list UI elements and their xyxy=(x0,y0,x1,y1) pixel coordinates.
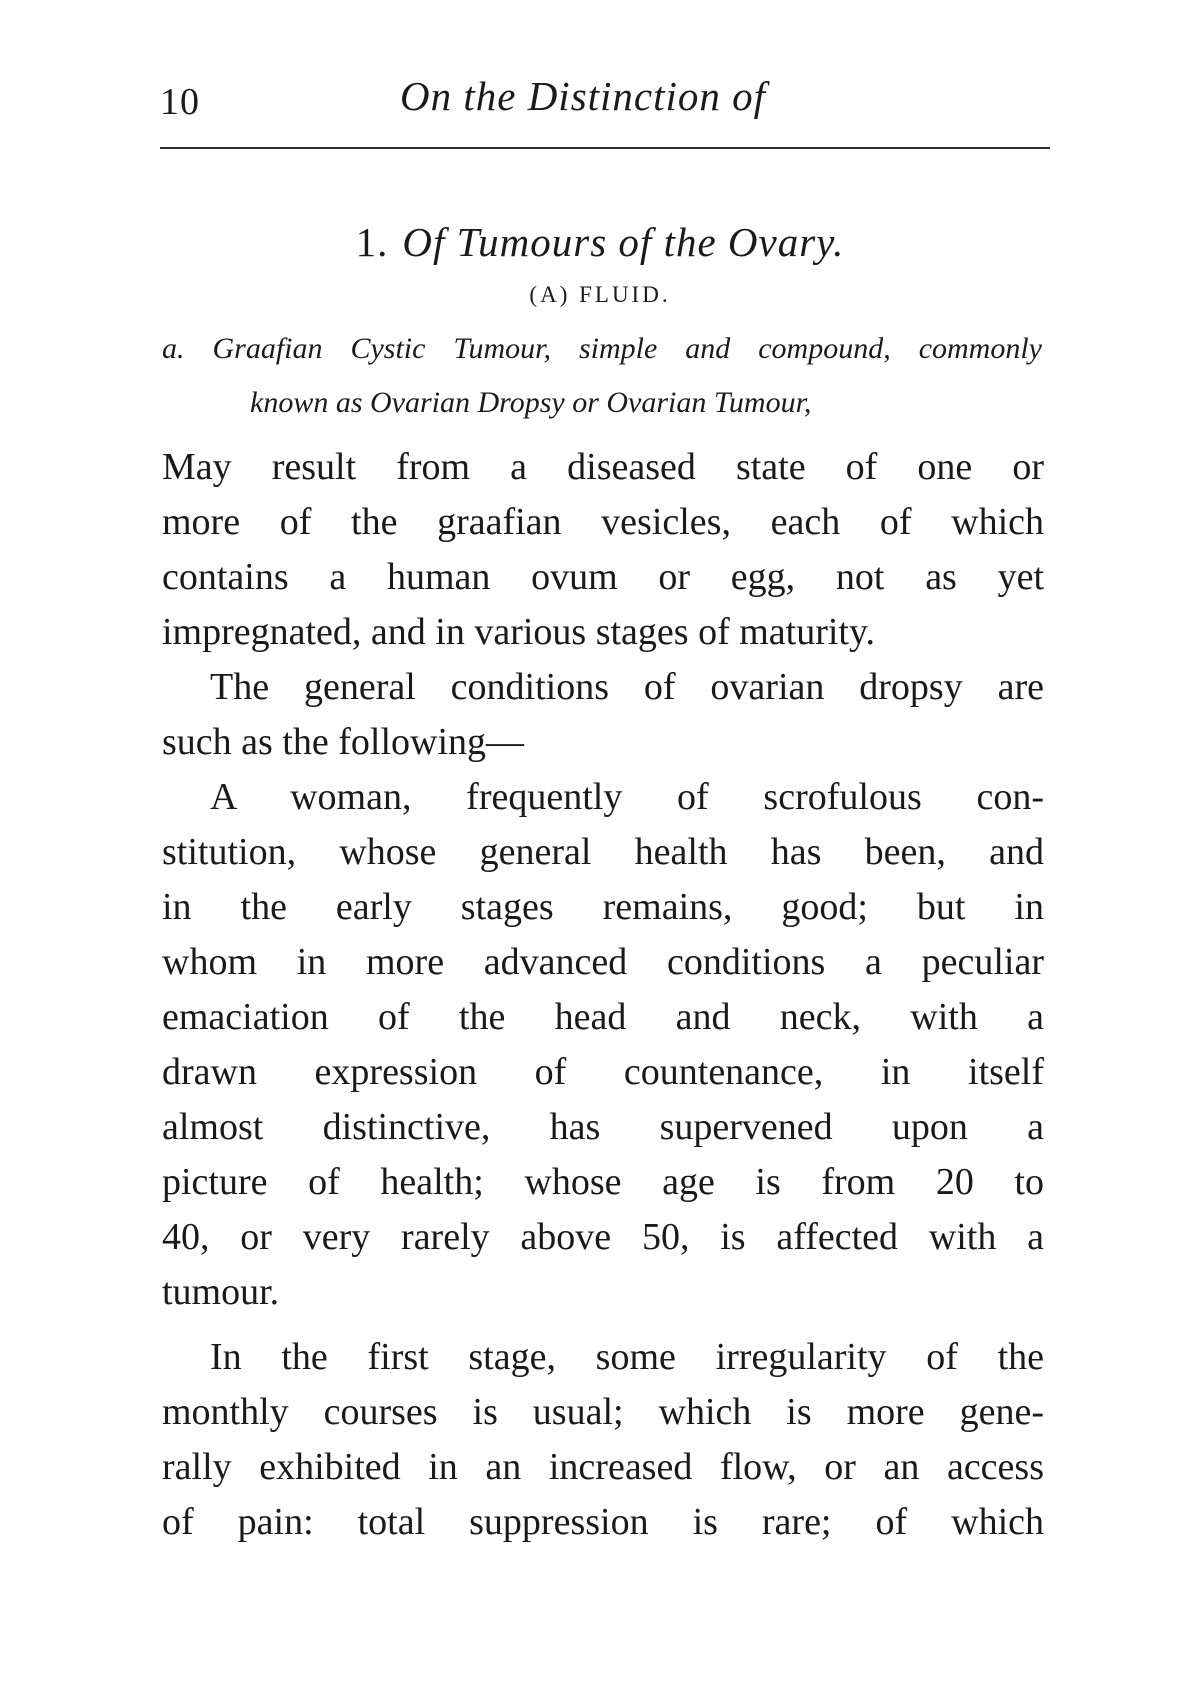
caption-line-2: known as Ovarian Dropsy or Ovarian Tumour, xyxy=(250,386,812,419)
section-title: Of Tumours of the Ovary. xyxy=(402,219,845,265)
body-line: monthly courses is usual; which is more gene- xyxy=(162,1391,1044,1433)
body-line: more of the graafian vesicles, each of which xyxy=(162,501,1044,543)
caption-line-1: a. Graafian Cystic Tumour, simple and compound, commonly xyxy=(162,332,1042,365)
body-line: contains a human ovum or egg, not as yet xyxy=(162,556,1044,598)
body-line: stitution, whose general health has been, and xyxy=(162,831,1044,873)
body-line: almost distinctive, has supervened upon a xyxy=(162,1106,1044,1148)
body-line: In the first stage, some irregularity of the xyxy=(210,1336,1044,1378)
body-line: 40, or very rarely above 50, is affected with a xyxy=(162,1216,1044,1258)
body-line: rally exhibited in an increased flow, or an access xyxy=(162,1446,1044,1488)
page-number: 10 xyxy=(160,81,200,123)
body-line: emaciation of the head and neck, with a xyxy=(162,996,1044,1038)
section-heading xyxy=(0,218,1200,266)
body-line: whom in more advanced conditions a peculiar xyxy=(162,941,1044,983)
body-line: such as the following— xyxy=(162,721,525,763)
body-line: May result from a diseased state of one or xyxy=(162,446,1044,488)
section-number: 1. xyxy=(355,219,389,265)
body-line: The general conditions of ovarian dropsy are xyxy=(210,666,1044,708)
body-text xyxy=(162,440,1044,1550)
body-line: tumour. xyxy=(162,1271,280,1313)
body-line: drawn expression of countenance, in itself xyxy=(162,1051,1044,1093)
running-head xyxy=(160,72,1050,132)
body-line: picture of health; whose age is from 20 to xyxy=(162,1161,1044,1203)
body-line: in the early stages remains, good; but in xyxy=(162,886,1044,928)
running-title: On the Distinction of xyxy=(400,73,767,119)
body-line: of pain: total suppression is rare; of which xyxy=(162,1501,1044,1543)
subheading: (A) FLUID. xyxy=(529,282,671,307)
body-line: impregnated, and in various stages of maturity. xyxy=(162,611,876,653)
body-line: A woman, frequently of scrofulous con- xyxy=(210,776,1044,818)
header-rule xyxy=(160,147,1050,149)
paragraph-gap xyxy=(162,1320,1044,1330)
